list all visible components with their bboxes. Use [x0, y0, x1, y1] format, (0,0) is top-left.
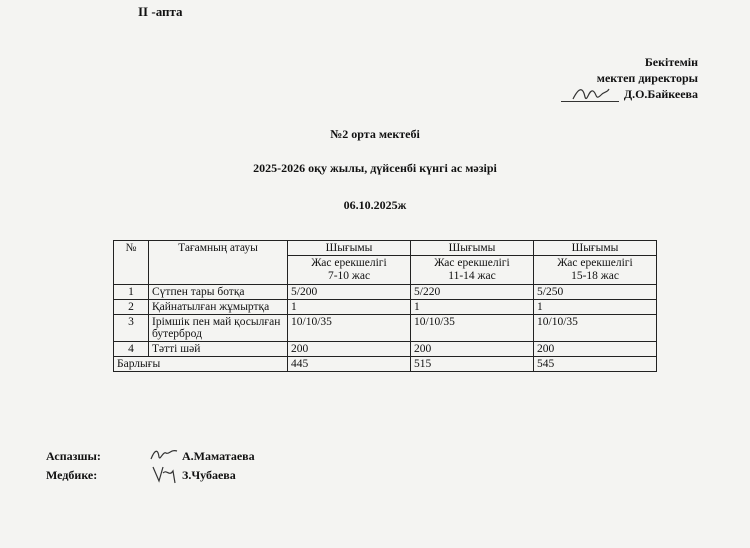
row-name: Ірімшік пен май қосылған бутерброд [149, 315, 288, 342]
total-value: 445 [288, 357, 411, 372]
row-name: Қайнатылған жұмыртқа [149, 300, 288, 315]
row-value: 5/220 [411, 285, 534, 300]
row-value: 1 [411, 300, 534, 315]
table-row [114, 315, 657, 342]
row-no: 3 [114, 315, 149, 342]
row-value: 5/200 [288, 285, 411, 300]
row-value: 10/10/35 [411, 315, 534, 342]
table-header-row [114, 241, 657, 256]
cook-role: Аспазшы: [46, 448, 101, 463]
approve-name: Д.О.Байкеева [623, 87, 698, 101]
age-label: Жас ерекшелігі [557, 257, 633, 269]
week-label: II -апта [138, 4, 183, 19]
row-no: 4 [114, 342, 149, 357]
school-name: №2 орта мектебі [330, 127, 420, 141]
row-value: 10/10/35 [288, 315, 411, 342]
approve-title: Бекітемін [644, 55, 698, 69]
row-value: 200 [534, 342, 657, 357]
row-no: 1 [114, 285, 149, 300]
row-value: 5/250 [534, 285, 657, 300]
nurse-signature [149, 463, 179, 489]
signature-icon [149, 447, 179, 463]
cook-name: А.Маматаева [182, 448, 255, 463]
table-row [114, 300, 657, 315]
row-value: 10/10/35 [534, 315, 657, 342]
row-name: Тәтті шәй [149, 342, 288, 357]
row-value: 1 [534, 300, 657, 315]
row-no: 2 [114, 300, 149, 315]
total-value: 515 [411, 357, 534, 372]
table-row [114, 342, 657, 357]
age-group-cell [534, 256, 657, 285]
total-value: 545 [534, 357, 657, 372]
age-group-cell [288, 256, 411, 285]
nurse-name: З.Чубаева [182, 467, 236, 482]
col-no-header: № [114, 241, 149, 285]
age-range: 7-10 жас [327, 270, 371, 282]
row-value: 200 [288, 342, 411, 357]
col-output-header: Шығымы [411, 241, 534, 256]
age-group-cell [411, 256, 534, 285]
row-value: 1 [288, 300, 411, 315]
age-range: 15-18 жас [571, 270, 619, 282]
nurse-role: Медбике: [46, 467, 98, 482]
nurse-line [46, 463, 236, 489]
col-name-header: Тағамның атауы [149, 241, 288, 285]
signature-icon [571, 83, 611, 105]
menu-date: 06.10.2025ж [343, 198, 407, 212]
col-output-header: Шығымы [534, 241, 657, 256]
menu-table [113, 240, 657, 372]
age-label: Жас ерекшелігі [434, 257, 510, 269]
table-total-row [114, 357, 657, 372]
approve-role: мектеп директоры [596, 71, 698, 85]
total-label: Барлығы [114, 357, 288, 372]
age-label: Жас ерекшелігі [311, 257, 387, 269]
menu-title: 2025-2026 оқу жылы, дүйсенбі күнгі ас мәзірі [253, 161, 497, 175]
signature-icon [149, 463, 179, 485]
approve-signature-row [528, 86, 698, 102]
row-name: Сүтпен тары ботқа [149, 285, 288, 300]
age-range: 11-14 жас [448, 270, 496, 282]
table-row [114, 285, 657, 300]
approval-block [528, 54, 698, 102]
director-signature [561, 89, 619, 102]
col-output-header: Шығымы [288, 241, 411, 256]
row-value: 200 [411, 342, 534, 357]
